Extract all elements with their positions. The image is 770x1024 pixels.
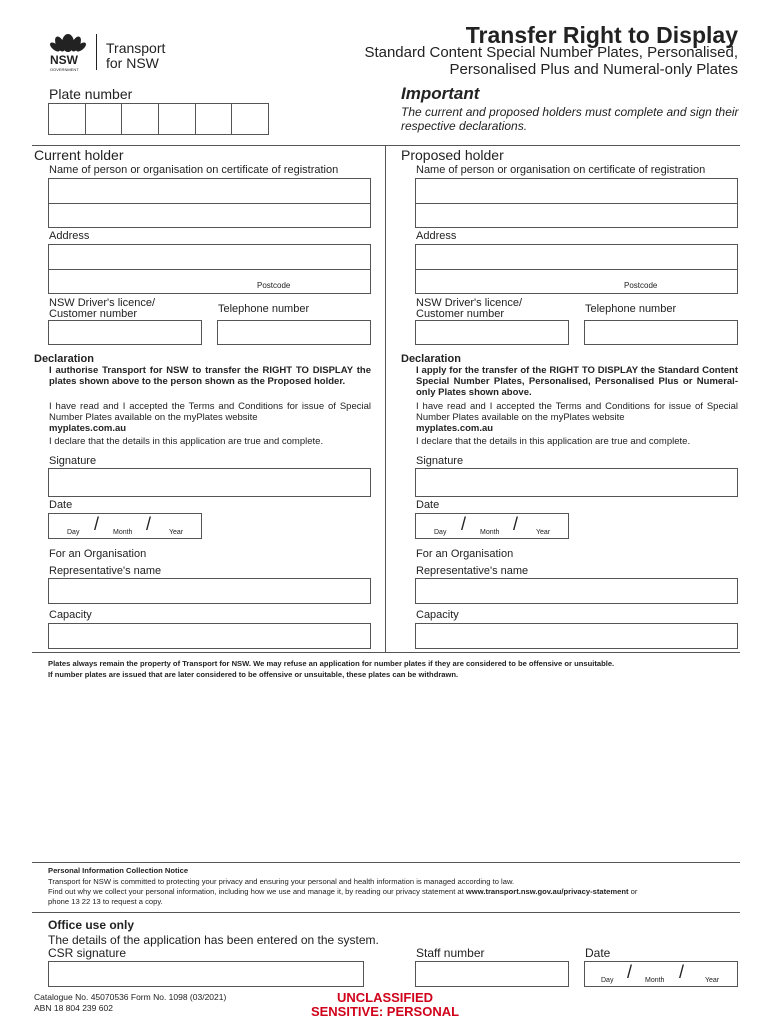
ownership-notice-2: If number plates are issued that are later considered to be offensive or unsuitable, these plates can be withdrawn. [48,670,459,679]
staff-number-label: Staff number [416,946,485,960]
office-heading: Office use only [48,918,135,932]
proposed-declare-text: I declare that the details in this application are true and complete. [416,436,691,447]
proposed-licence-field[interactable] [415,320,569,345]
plate-char-cell[interactable] [232,104,268,134]
page-title: Transfer Right to Display [465,22,738,48]
field-line [49,269,370,270]
privacy-heading: Personal Information Collection Notice [48,866,189,875]
ownership-notice-1: Plates always remain the property of Transport for NSW. We may refuse an application for number plates if they are considered to be offensive or unsuitable. [48,659,615,668]
plate-number-label: Plate number [49,86,133,102]
classification-label-1: UNCLASSIFIED [336,990,434,1005]
privacy-link[interactable]: www.transport.nsw.gov.au/privacy-statement [465,887,629,896]
proposed-declaration-text: I apply for the transfer of the RIGHT TO DISPLAY the Standard Content Special Number Plates, Personalised, Personalised Plus or Numeral-only Plates shown above. [416,365,738,398]
current-day-label: Day [67,529,80,536]
current-address-field[interactable] [48,244,371,294]
important-text: The current and proposed holders must complete and sign their respective declarations. [401,105,739,133]
current-date-field[interactable] [48,513,202,539]
current-terms-site: myplates.com.au [49,423,127,434]
classification-label-2: SENSITIVE: PERSONAL [310,1004,460,1019]
csr-signature-label: CSR signature [48,946,127,960]
current-signature-label: Signature [49,455,97,467]
privacy-line-1: Transport for NSW is committed to protecting your privacy and ensuring your personal and health information is managed according to law. [48,877,515,886]
proposed-day-label: Day [434,529,447,536]
proposed-telephone-field[interactable] [584,320,738,345]
current-licence-label-2: Customer number [49,308,138,320]
brand-line-1: Transport [106,40,166,56]
csr-signature-field[interactable] [48,961,364,987]
proposed-telephone-label: Telephone number [585,303,677,315]
nsw-logo [48,30,88,72]
proposed-rep-label: Representative's name [416,565,529,577]
current-telephone-field[interactable] [217,320,371,345]
date-separator: / [679,962,685,982]
form-top-rule [32,145,740,146]
current-rep-label: Representative's name [49,565,162,577]
plate-number-field[interactable] [48,103,269,135]
current-name-label: Name of person or organisation on certificate of registration [49,164,339,176]
plate-char-cell[interactable] [86,104,123,134]
abn-number: ABN 18 804 239 602 [34,1003,113,1013]
current-licence-field[interactable] [48,320,202,345]
proposed-address-field[interactable] [415,244,738,294]
proposed-terms-site: myplates.com.au [416,423,494,434]
proposed-holder-heading: Proposed holder [401,147,504,163]
proposed-name-field[interactable] [415,178,738,228]
nsw-text: NSW [50,53,78,67]
proposed-date-label: Date [416,499,440,511]
privacy-line-3: phone 13 22 13 to request a copy. [48,897,163,906]
current-year-label: Year [169,529,184,536]
proposed-capacity-field[interactable] [415,623,738,649]
proposed-capacity-label: Capacity [416,609,459,621]
proposed-month-label: Month [480,529,500,536]
current-address-label: Address [49,230,90,242]
current-declaration-heading: Declaration [34,353,94,365]
field-line [416,203,737,204]
privacy-top-rule [32,862,740,863]
date-separator: / [627,962,633,982]
current-declare-text: I declare that the details in this application are true and complete. [49,436,324,447]
plate-char-cell[interactable] [49,104,86,134]
office-date-field[interactable] [584,961,738,987]
current-terms-text: I have read and I accepted the Terms and Conditions for issue of Special Number Plates available on the myPlates website [49,401,371,423]
office-entered-text: The details of the application has been entered on the system. [48,933,379,947]
proposed-terms-text: I have read and I accepted the Terms and Conditions for issue of Special Number Plates available on the myPlates website [416,401,738,423]
privacy-line-2 [48,887,637,896]
current-date-label: Date [49,499,73,511]
proposed-signature-label: Signature [416,455,464,467]
office-day-label: Day [601,977,614,984]
proposed-address-label: Address [416,230,457,242]
proposed-declaration-heading: Declaration [401,353,461,365]
page-subtitle-1: Standard Content Special Number Plates, Personalised, [364,44,738,61]
current-month-label: Month [113,529,133,536]
current-capacity-field[interactable] [48,623,371,649]
current-declaration-text: I authorise Transport for NSW to transfer the RIGHT TO DISPLAY the plates shown above to the person shown as the Proposed holder. [49,365,371,387]
current-signature-field[interactable] [48,468,371,497]
current-postcode-label: Postcode [257,281,291,290]
current-name-field[interactable] [48,178,371,228]
current-rep-field[interactable] [48,578,371,604]
current-telephone-label: Telephone number [218,303,310,315]
privacy-line-2-end: or [628,887,638,896]
staff-number-field[interactable] [415,961,569,987]
proposed-postcode-label: Postcode [624,281,658,290]
plate-char-cell[interactable] [196,104,233,134]
date-separator: / [513,514,519,534]
current-capacity-label: Capacity [49,609,92,621]
form-bottom-rule [32,652,740,653]
field-line [49,203,370,204]
proposed-name-label: Name of person or organisation on certificate of registration [416,164,706,176]
office-year-label: Year [705,977,720,984]
current-licence-label-1: NSW Driver's licence/ [49,297,156,309]
date-separator: / [94,514,100,534]
date-separator: / [146,514,152,534]
proposed-rep-field[interactable] [415,578,738,604]
gov-text: GOVERNMENT [50,67,79,72]
proposed-licence-label-2: Customer number [416,308,505,320]
plate-char-cell[interactable] [159,104,196,134]
privacy-line-2-text: Find out why we collect your personal information, including how we use and manage it, by reading our privacy statement at [48,887,466,896]
catalogue-number: Catalogue No. 45070536 Form No. 1098 (03/2021) [34,992,227,1002]
office-month-label: Month [645,977,665,984]
proposed-year-label: Year [536,529,551,536]
privacy-bottom-rule [32,912,740,913]
proposed-licence-label-1: NSW Driver's licence/ [416,297,523,309]
proposed-signature-field[interactable] [415,468,738,497]
plate-char-cell[interactable] [122,104,159,134]
current-holder-heading: Current holder [34,147,124,163]
page-subtitle-2: Personalised Plus and Numeral-only Plates [449,61,738,78]
proposed-org-label: For an Organisation [416,548,514,560]
proposed-date-field[interactable] [415,513,569,539]
logo-divider [96,34,97,70]
important-heading: Important [401,84,480,103]
current-org-label: For an Organisation [49,548,147,560]
brand-line-2: for NSW [106,55,159,71]
date-separator: / [461,514,467,534]
waratah-icon [50,30,86,54]
column-divider [385,145,386,652]
office-date-label: Date [585,946,611,960]
field-line [416,269,737,270]
